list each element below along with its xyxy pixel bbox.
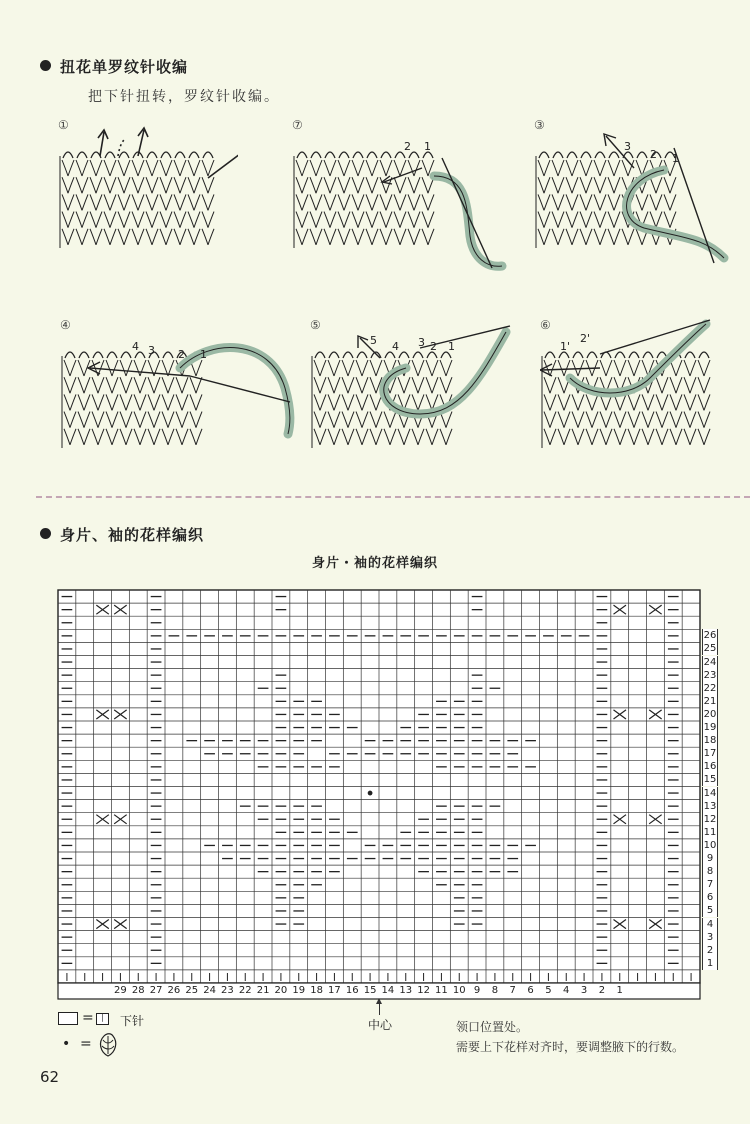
stitch-number: 13	[399, 985, 413, 996]
stitch-number: 28	[131, 985, 145, 996]
row-number: 26	[703, 630, 717, 642]
legend-dot-symbol: •	[62, 1036, 71, 1052]
row-number: 12	[703, 813, 717, 825]
row-number: 9	[702, 852, 718, 865]
bobble-stitch-icon	[96, 1032, 120, 1058]
stitch-number: 20	[274, 985, 288, 996]
step-label: 3	[418, 336, 425, 349]
stitch-number: 29	[114, 985, 127, 996]
stitch-number: 6	[527, 985, 534, 996]
note-line-1: 领口位置处。	[456, 1020, 529, 1034]
step-label: 1	[672, 152, 679, 165]
row-number: 5	[702, 904, 718, 917]
step-label: 4	[132, 340, 139, 353]
row-number: 22	[703, 682, 717, 694]
stitch-number: 16	[345, 985, 359, 996]
row-number: 16	[703, 761, 717, 773]
row-number: 23	[703, 669, 717, 681]
step-label: 1	[200, 348, 207, 361]
step-number: ⑥	[540, 318, 551, 332]
stitch-number: 21	[256, 985, 270, 996]
note-line-2: 需要上下花样对齐时，要调整腋下的行数。	[456, 1040, 685, 1054]
row-number: 4	[702, 918, 718, 931]
row-number: 11	[703, 826, 717, 838]
step-label: 2	[178, 348, 185, 361]
stitch-number: 15	[363, 985, 377, 996]
step-number: ④	[60, 318, 71, 332]
step-number: ①	[58, 118, 69, 132]
row-number: 8	[702, 865, 718, 878]
row-number: 17	[703, 748, 717, 760]
stitch-number: 3	[580, 985, 588, 996]
step-label: 3	[624, 140, 631, 153]
legend-equals: =	[80, 1036, 92, 1052]
step-label: 2	[430, 340, 437, 353]
row-number: 19	[703, 722, 717, 733]
step-number: ⑦	[292, 118, 303, 132]
heading-text: 身片、袖的花样编织	[60, 526, 205, 544]
row-number: 13	[703, 800, 717, 812]
stitch-number: 4	[563, 985, 570, 996]
center-label: 中心	[368, 1018, 393, 1032]
stitch-number: 18	[310, 985, 323, 996]
step-label: 1	[448, 340, 455, 353]
row-number: 15	[703, 774, 717, 786]
legend-empty-cell-icon	[58, 1012, 78, 1025]
stitch-number: 7	[509, 985, 516, 996]
step-number: ③	[534, 118, 545, 132]
stitch-number: 12	[417, 985, 430, 996]
stitch-number: 26	[167, 985, 181, 996]
legend-knit-label: 下针	[120, 1014, 145, 1028]
center-arrow-icon	[379, 1000, 380, 1015]
row-number: 18	[703, 735, 717, 747]
stitch-number: 11	[435, 985, 448, 996]
step-label: 1'	[560, 340, 571, 353]
step-label: 3	[148, 344, 155, 357]
stitch-number: 27	[149, 985, 163, 996]
stitch-number: 8	[491, 985, 499, 996]
step-number: ⑤	[310, 318, 321, 332]
row-number: 10	[703, 839, 717, 851]
row-number: 24	[703, 656, 717, 668]
row-number: 20	[703, 708, 717, 720]
stitch-number: 9	[473, 985, 481, 996]
step-label: 1	[424, 140, 431, 153]
stitch-number: 1	[616, 985, 623, 996]
row-number: 2	[702, 944, 718, 957]
legend-knit-symbol: 丨	[97, 1014, 107, 1024]
stitch-number: 23	[221, 985, 234, 996]
bobble-dot	[368, 791, 373, 796]
row-number: 21	[703, 695, 717, 707]
row-number: 6	[702, 891, 718, 904]
page-number: 62	[40, 1068, 60, 1086]
step-label: 4	[392, 340, 399, 353]
stitch-number: 2	[598, 985, 606, 996]
step-label: 2'	[580, 332, 591, 345]
stitch-number: 24	[203, 985, 216, 996]
chart-title: 身片・袖的花样编织	[311, 556, 438, 571]
row-number: 14	[703, 787, 717, 799]
step-label: 2	[650, 148, 657, 161]
stitch-number: 25	[185, 985, 199, 996]
stitch-number: 10	[452, 985, 466, 996]
stitch-number: 17	[328, 985, 341, 996]
section-subtext: 把下针扭转，罗纹针收编。	[88, 89, 280, 105]
heading-text: 扭花单罗纹针收编	[60, 58, 189, 76]
row-number: 25	[703, 643, 717, 655]
stitch-number: 14	[381, 985, 395, 996]
row-number: 3	[702, 931, 718, 944]
row-number: 7	[702, 878, 718, 891]
stitch-number: 22	[238, 985, 252, 996]
legend-equals: =	[82, 1010, 94, 1026]
step-label: 2	[404, 140, 411, 153]
stitch-number: 5	[545, 985, 552, 996]
step-label: 5	[370, 334, 377, 347]
row-number: 1	[702, 957, 718, 970]
stitch-number: 19	[292, 985, 306, 996]
